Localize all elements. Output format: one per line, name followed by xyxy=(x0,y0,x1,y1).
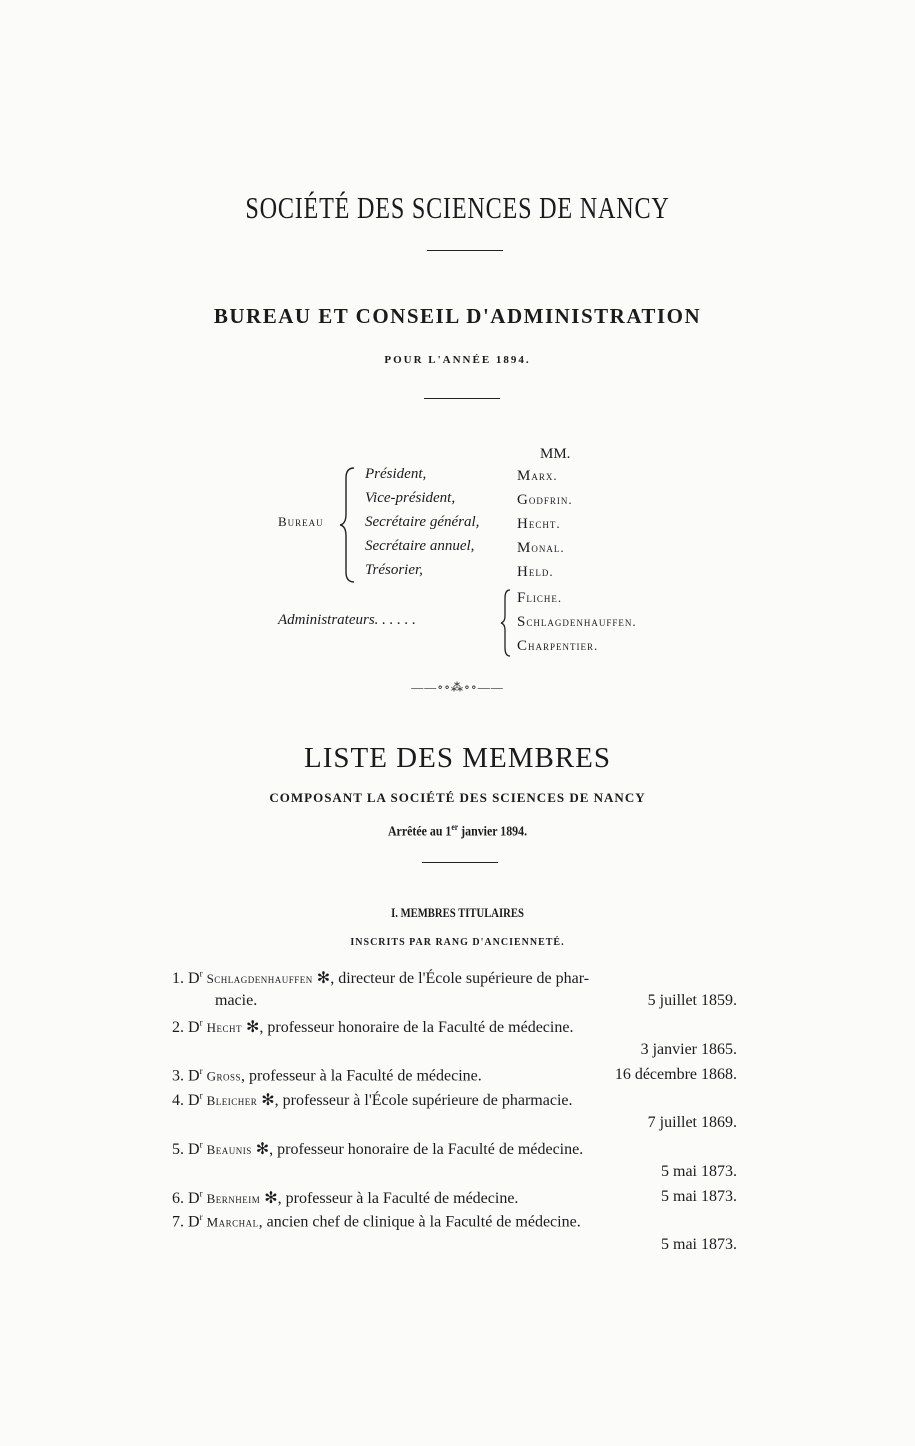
role-vice-president: Vice-président, xyxy=(365,490,456,506)
name-vice-president: Godfrin. xyxy=(517,492,573,508)
admin-label: Administrateurs. . . . . . xyxy=(278,612,416,628)
member-3: 3. $D^r$ Gross, professeur à la Faculté de médecine. xyxy=(172,1066,482,1085)
admin-charpentier: Charpentier. xyxy=(517,638,599,654)
role-tresorier: Trésorier, xyxy=(365,562,423,578)
name-secretaire-annuel: Monal. xyxy=(517,540,565,556)
society-title: SOCIÉTÉ DES SCIENCES DE NANCY xyxy=(245,190,670,225)
bureau-label: Bureau xyxy=(278,514,324,529)
arretee-line: Arrêtée au 1er janvier 1894. xyxy=(387,822,528,840)
section-title: I. MEMBRES TITULAIRES xyxy=(391,905,524,920)
divider xyxy=(424,398,500,399)
name-president: Marx. xyxy=(517,468,558,484)
member-4: 4. $D^r$ Bleicher ✻, professeur à l'École supérieure de pharmacie. xyxy=(172,1090,573,1109)
divider xyxy=(422,862,498,863)
year-line: POUR L'ANNÉE 1894. xyxy=(384,354,531,366)
member-4-date: 7 juillet 1869. xyxy=(647,1114,737,1131)
name-secretaire-general: Hecht. xyxy=(517,516,561,532)
name-tresorier: Held. xyxy=(517,564,554,580)
admin-fliche: Fliche. xyxy=(517,590,563,606)
ornament-divider: ——∘∘⁂∘∘—— xyxy=(411,680,504,694)
section-subtitle: INSCRITS PAR RANG D'ANCIENNETÉ. xyxy=(350,937,565,948)
member-1-cont: macie. xyxy=(215,992,258,1009)
member-7: 7. $D^r$ Marchal, ancien chef de clinique à la Faculté de médecine. xyxy=(172,1212,581,1231)
mm-label: MM. xyxy=(540,446,571,462)
bureau-brace xyxy=(340,466,360,584)
divider xyxy=(427,250,503,251)
admin-schlagdenhauffen: Schlagdenhauffen. xyxy=(517,614,637,630)
bureau-heading: BUREAU ET CONSEIL D'ADMINISTRATION xyxy=(213,304,702,328)
member-1-date: 5 juillet 1859. xyxy=(647,992,737,1009)
member-5: 5. $D^r$ Beaunis ✻, professeur honoraire de la Faculté de médecine. xyxy=(172,1139,584,1158)
list-title: LISTE DES MEMBRES xyxy=(303,742,612,774)
role-secretaire-annuel: Secrétaire annuel, xyxy=(365,538,475,554)
admin-brace xyxy=(500,588,514,658)
role-president: Président, xyxy=(365,466,427,482)
member-7-date: 5 mai 1873. xyxy=(661,1236,737,1253)
member-3-date: 16 décembre 1868. xyxy=(614,1066,737,1083)
list-subtitle: COMPOSANT LA SOCIÉTÉ DES SCIENCES DE NANCY xyxy=(269,790,646,805)
member-2-date: 3 janvier 1865. xyxy=(640,1041,737,1058)
role-secretaire-general: Secrétaire général, xyxy=(365,514,480,530)
member-1: 1. $D^r$ Schlagdenhauffen ✻, directeur de l'École supérieure de phar- xyxy=(172,968,590,987)
member-6-date: 5 mai 1873. xyxy=(661,1188,737,1205)
member-5-date: 5 mai 1873. xyxy=(661,1163,737,1180)
member-2: 2. $D^r$ Hecht ✻, professeur honoraire de la Faculté de médecine. xyxy=(172,1017,574,1036)
member-6: 6. $D^r$ Bernheim ✻, professeur à la Faculté de médecine. xyxy=(172,1188,519,1207)
